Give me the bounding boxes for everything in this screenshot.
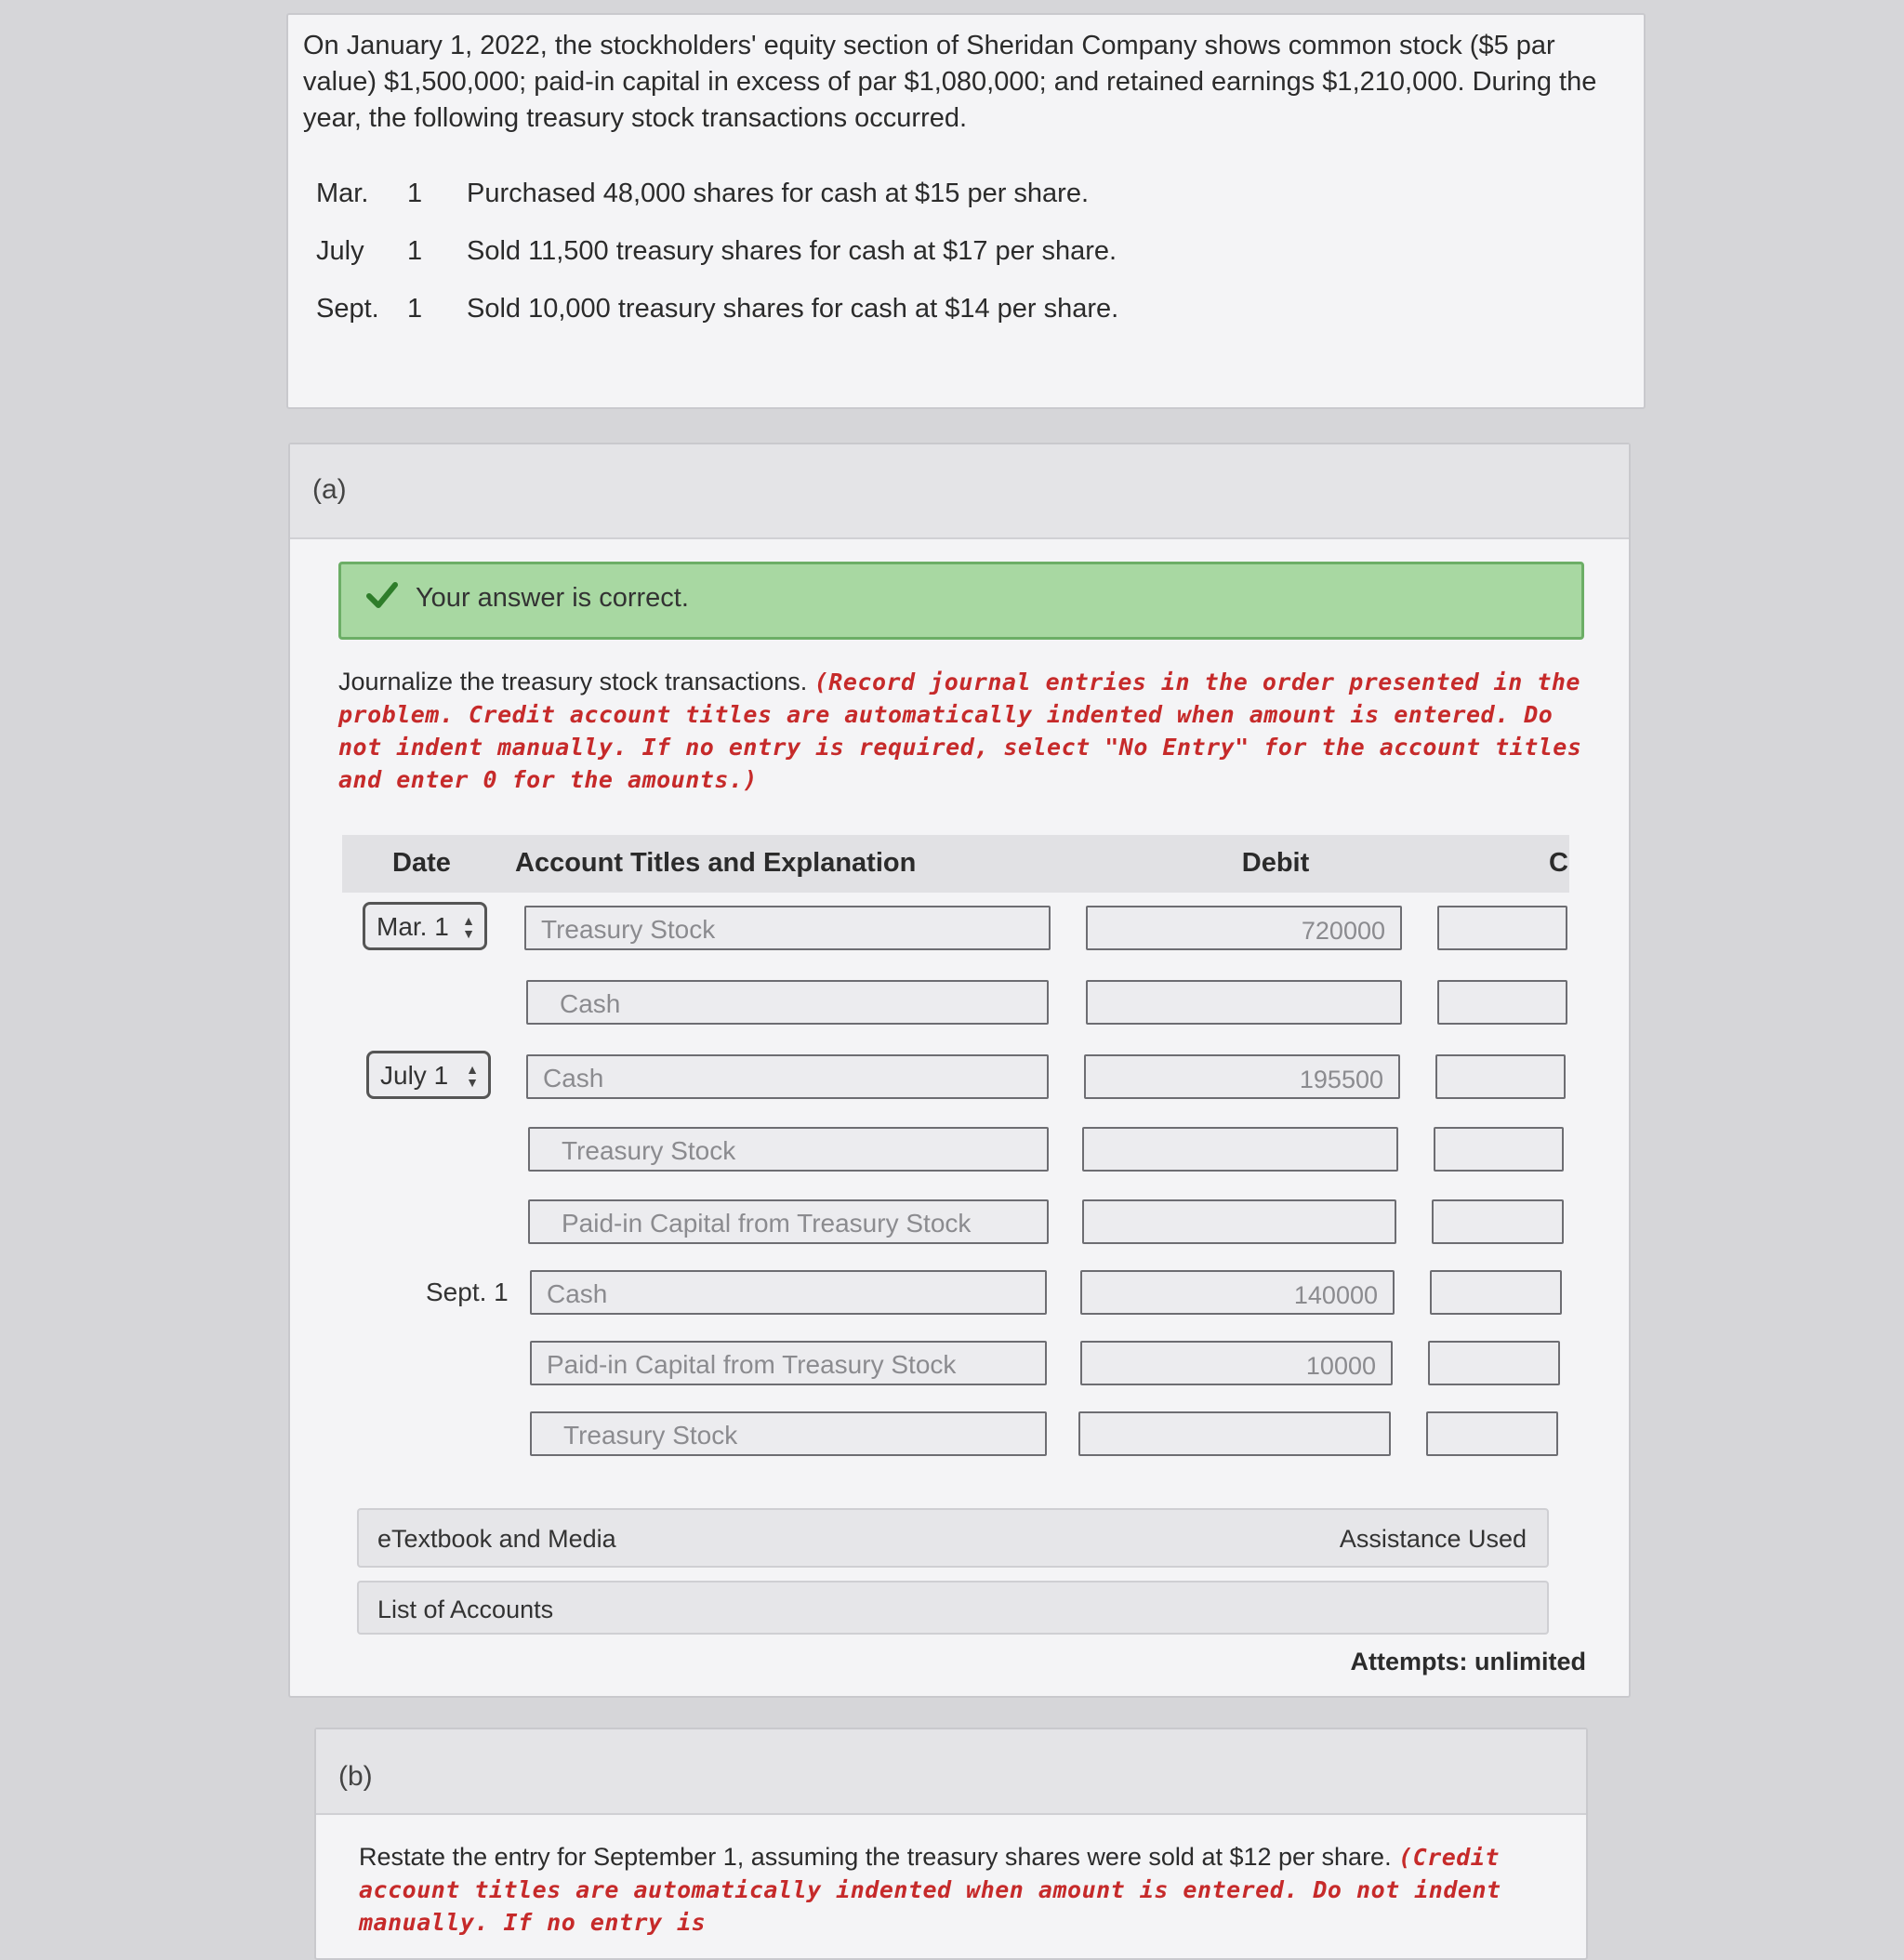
tx-month: July <box>316 236 364 266</box>
date-select[interactable]: July 1 ▲ ▼ <box>366 1051 491 1099</box>
part-a-header <box>290 444 1629 539</box>
debit-input[interactable]: 195500 <box>1084 1054 1400 1099</box>
debit-input[interactable] <box>1078 1411 1391 1456</box>
account-title-input[interactable]: Treasury Stock <box>530 1411 1047 1456</box>
credit-input[interactable] <box>1437 980 1567 1025</box>
tx-month: Sept. <box>316 294 379 324</box>
debit-input[interactable]: 10000 <box>1080 1341 1393 1385</box>
credit-input[interactable] <box>1435 1054 1566 1099</box>
tx-desc: Sold 10,000 treasury shares for cash at $14 per share. <box>467 294 1119 324</box>
tx-desc: Sold 11,500 treasury shares for cash at $17 per share. <box>467 236 1117 266</box>
part-b-section <box>314 1728 1588 1960</box>
header-debit: Debit <box>1241 848 1310 878</box>
account-title-input[interactable]: Treasury Stock <box>528 1127 1049 1172</box>
account-title-input[interactable]: Cash <box>526 1054 1049 1099</box>
stepper-icon: ▲ ▼ <box>462 913 475 941</box>
header-credit: C <box>1549 848 1568 878</box>
instruction-note: (Credit account titles are automatically indented when amount is entered. Do not indent manually. If no entry is <box>359 1844 1501 1936</box>
list-of-accounts-bar[interactable] <box>357 1581 1549 1635</box>
account-title-input[interactable]: Paid-in Capital from Treasury Stock <box>528 1199 1049 1244</box>
assistance-used: Assistance Used <box>1339 1525 1527 1553</box>
tx-desc: Purchased 48,000 shares for cash at $15 per share. <box>467 179 1090 208</box>
account-title-input[interactable]: Treasury Stock <box>524 906 1051 950</box>
part-b-instructions <box>359 1841 1567 1939</box>
etextbook-link[interactable]: eTextbook and Media <box>377 1525 616 1553</box>
credit-input[interactable] <box>1428 1341 1560 1385</box>
checkmark-icon <box>364 577 401 615</box>
tx-day: 1 <box>407 294 423 324</box>
account-title-input[interactable]: Cash <box>526 980 1049 1025</box>
credit-input[interactable] <box>1437 906 1567 950</box>
header-date: Date <box>392 848 451 878</box>
stepper-icon: ▲ ▼ <box>466 1062 479 1090</box>
part-a-label: (a) <box>312 474 347 505</box>
feedback-message: Your answer is correct. <box>416 583 689 613</box>
part-a-section <box>288 443 1631 1698</box>
account-title-input[interactable]: Cash <box>530 1270 1047 1315</box>
debit-input[interactable] <box>1082 1199 1396 1244</box>
tx-day: 1 <box>407 236 423 266</box>
date-select[interactable]: Mar. 1 ▲ ▼ <box>363 902 487 950</box>
part-b-header <box>316 1729 1586 1815</box>
instruction-text: Restate the entry for September 1, assuming the treasury shares were sold at $12 per share. <box>359 1843 1392 1871</box>
header-account: Account Titles and Explanation <box>515 848 917 878</box>
instruction-text: Journalize the treasury stock transactions. <box>338 668 808 695</box>
credit-input[interactable] <box>1430 1270 1562 1315</box>
debit-input[interactable] <box>1082 1127 1398 1172</box>
instruction-note: (Record journal entries in the order presented in the problem. Credit account titles are automatically indented when amount is entered. Do not indent manually. If no entry is required, select "No Entry" for the account titles and enter 0 for the amounts.) <box>338 669 1582 793</box>
etextbook-bar[interactable] <box>357 1508 1549 1568</box>
list-of-accounts-link[interactable]: List of Accounts <box>377 1596 554 1623</box>
credit-input[interactable] <box>1432 1199 1564 1244</box>
tx-month: Mar. <box>316 179 369 208</box>
credit-input[interactable] <box>1426 1411 1558 1456</box>
problem-statement <box>286 13 1646 409</box>
attempts-label: Attempts: unlimited <box>1350 1648 1586 1675</box>
tx-day: 1 <box>407 179 423 208</box>
credit-input[interactable] <box>1434 1127 1564 1172</box>
account-title-input[interactable]: Paid-in Capital from Treasury Stock <box>530 1341 1047 1385</box>
problem-intro: On January 1, 2022, the stockholders' equity section of Sheridan Company shows common stock ($5 par value) $1,500,000; paid-in capital in excess of par $1,080,000; and retained earnings $1,210,000. During the year, the following treasury stock transactions occurred. <box>303 31 1597 133</box>
debit-input[interactable] <box>1086 980 1402 1025</box>
journal-table-header <box>342 835 1569 893</box>
debit-input[interactable]: 720000 <box>1086 906 1402 950</box>
date-label: Sept. 1 <box>426 1278 509 1306</box>
part-b-label: (b) <box>338 1761 373 1792</box>
part-a-instructions <box>338 666 1584 796</box>
debit-input[interactable]: 140000 <box>1080 1270 1395 1315</box>
correct-answer-banner <box>338 562 1584 640</box>
